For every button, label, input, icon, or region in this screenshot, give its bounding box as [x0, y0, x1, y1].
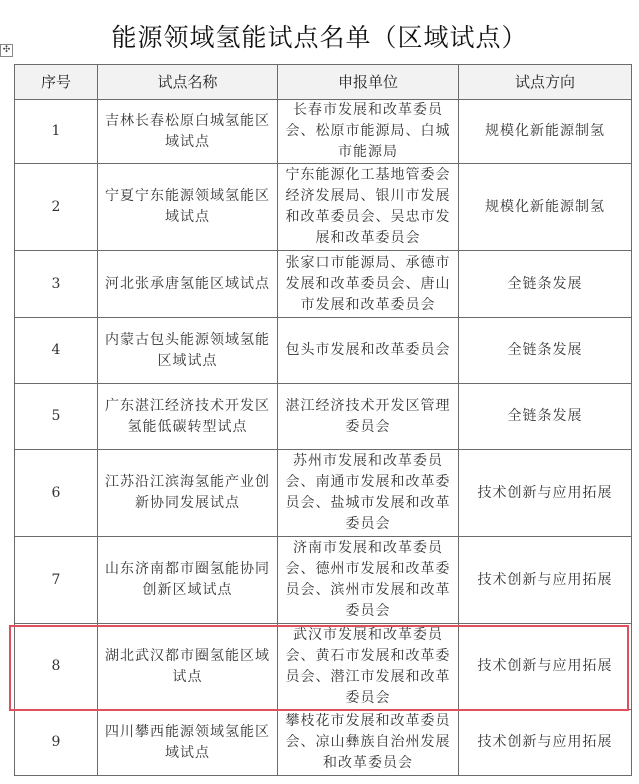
cell-applicant-unit: 长春市发展和改革委员会、松原市能源局、白城市能源局	[278, 100, 459, 164]
cell-serial: 5	[15, 384, 98, 450]
table-row	[15, 318, 632, 384]
cell-serial: 7	[15, 537, 98, 624]
cell-pilot-direction: 全链条发展	[459, 251, 632, 318]
table-move-handle-icon[interactable]: ✣	[0, 44, 13, 57]
cell-serial: 1	[15, 100, 98, 164]
table-row-highlighted	[15, 624, 632, 710]
table-row	[15, 100, 632, 164]
cell-applicant-unit: 湛江经济技术开发区管理委员会	[278, 384, 459, 450]
header-serial: 序号	[15, 65, 98, 100]
pilot-list-table	[14, 64, 632, 776]
cell-applicant-unit: 宁东能源化工基地管委会经济发展局、银川市发展和改革委员会、吴忠市发展和改革委员会	[278, 164, 459, 251]
cell-pilot-direction: 规模化新能源制氢	[459, 100, 632, 164]
table-row	[15, 537, 632, 624]
cell-applicant-unit: 包头市发展和改革委员会	[278, 318, 459, 384]
cell-pilot-direction: 技术创新与应用拓展	[459, 624, 632, 710]
cell-pilot-name: 内蒙古包头能源领域氢能区域试点	[98, 318, 278, 384]
cell-applicant-unit: 苏州市发展和改革委员会、南通市发展和改革委员会、盐城市发展和改革委员会	[278, 450, 459, 537]
cell-serial: 3	[15, 251, 98, 318]
cell-pilot-direction: 技术创新与应用拓展	[459, 450, 632, 537]
table-row	[15, 710, 632, 776]
cell-pilot-direction: 规模化新能源制氢	[459, 164, 632, 251]
cell-pilot-name: 河北张承唐氢能区域试点	[98, 251, 278, 318]
header-pilot-name: 试点名称	[98, 65, 278, 100]
header-pilot-direction: 试点方向	[459, 65, 632, 100]
cell-pilot-name: 宁夏宁东能源领域氢能区域试点	[98, 164, 278, 251]
cell-serial: 8	[15, 624, 98, 710]
cell-serial: 6	[15, 450, 98, 537]
cell-pilot-direction: 技术创新与应用拓展	[459, 537, 632, 624]
cell-serial: 9	[15, 710, 98, 776]
cell-pilot-direction: 全链条发展	[459, 384, 632, 450]
table-row	[15, 450, 632, 537]
cell-applicant-unit: 武汉市发展和改革委员会、黄石市发展和改革委员会、潜江市发展和改革委员会	[278, 624, 459, 710]
table-header-row	[15, 65, 632, 100]
cell-pilot-name: 广东湛江经济技术开发区氢能低碳转型试点	[98, 384, 278, 450]
cell-applicant-unit: 济南市发展和改革委员会、德州市发展和改革委员会、滨州市发展和改革委员会	[278, 537, 459, 624]
header-applicant-unit: 申报单位	[278, 65, 459, 100]
table-row	[15, 164, 632, 251]
cell-pilot-direction: 全链条发展	[459, 318, 632, 384]
cell-serial: 4	[15, 318, 98, 384]
document-title: 能源领域氢能试点名单（区域试点）	[111, 23, 528, 52]
table-row	[15, 384, 632, 450]
cell-pilot-direction: 技术创新与应用拓展	[459, 710, 632, 776]
cell-pilot-name: 吉林长春松原白城氢能区域试点	[98, 100, 278, 164]
cell-serial: 2	[15, 164, 98, 251]
cell-pilot-name: 江苏沿江滨海氢能产业创新协同发展试点	[98, 450, 278, 537]
table-row	[15, 251, 632, 318]
cell-pilot-name: 四川攀西能源领域氢能区域试点	[98, 710, 278, 776]
cell-applicant-unit: 张家口市能源局、承德市发展和改革委员会、唐山市发展和改革委员会	[278, 251, 459, 318]
cell-pilot-name: 山东济南都市圈氢能协同创新区域试点	[98, 537, 278, 624]
cell-applicant-unit: 攀枝花市发展和改革委员会、凉山彝族自治州发展和改革委员会	[278, 710, 459, 776]
cell-pilot-name: 湖北武汉都市圈氢能区域试点	[98, 624, 278, 710]
